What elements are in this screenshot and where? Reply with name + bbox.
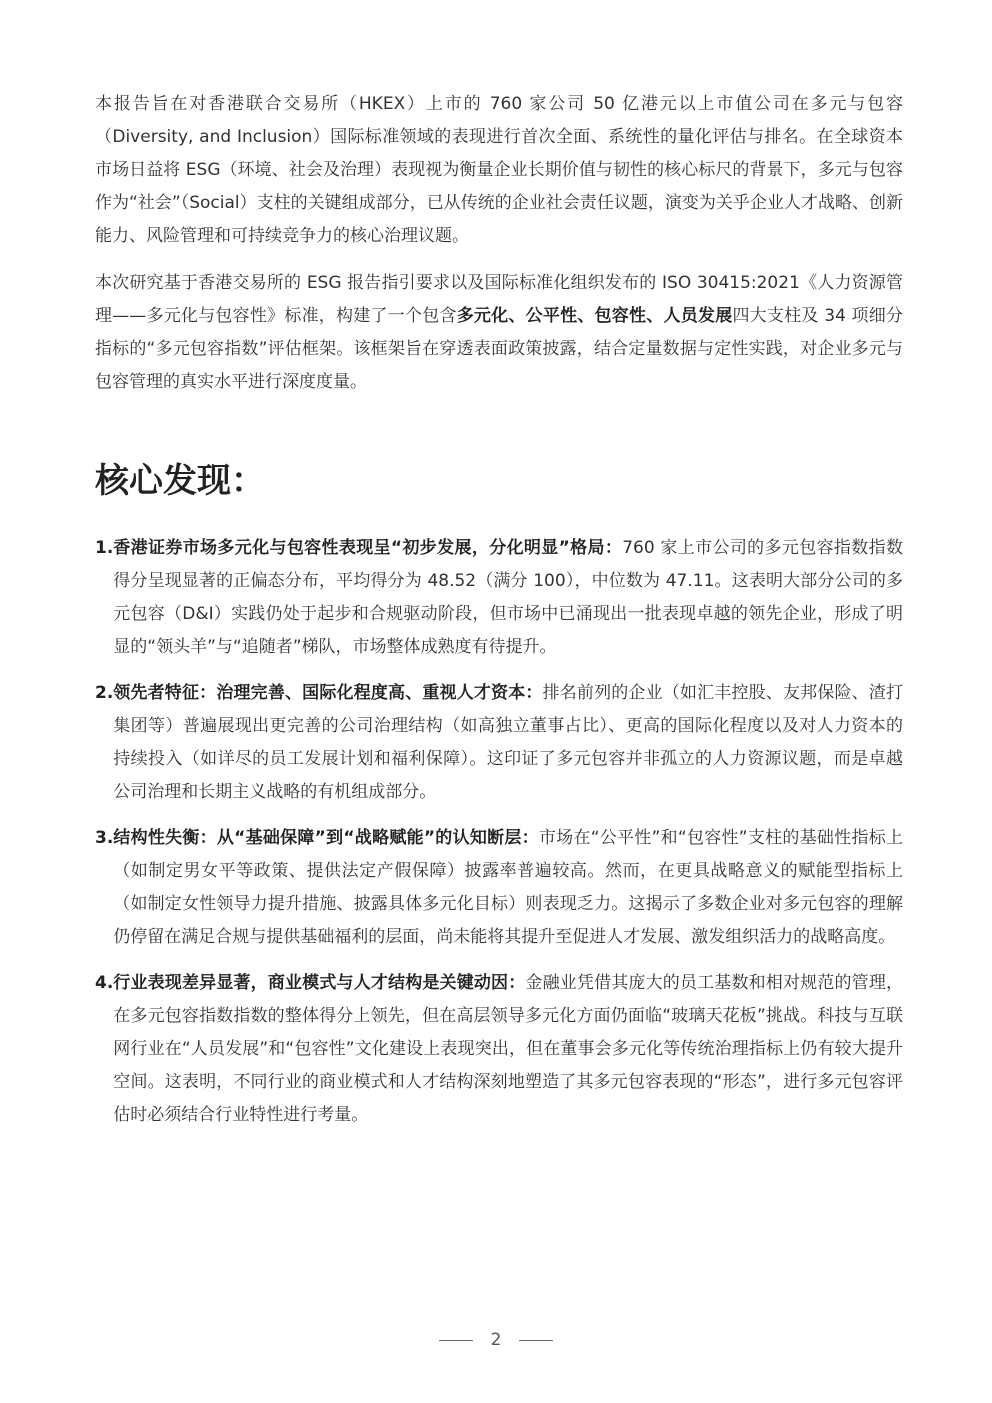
finding-text: 市场在“公平性”和“包容性”支柱的基础性指标上（如制定男女平等政策、提供法定产假保障）披露率普遍较高。然而，在更具战略意义的赋能型指标上（如制定女性领导力提升措施、披露具体多元化目标）则表现乏力。这揭示了多数企业对多元包容的理解仍停留在满足合规与提供基础福利的层面，尚未能将其提升至促进人才发展、激发组织活力的战略高度。 [113, 827, 903, 947]
finding-text: 760 家上市公司的多元包容指数指数得分呈现显著的正偏态分布，平均得分为 48.52（满分 100），中位数为 47.11。这表明大部分公司的多元包容（D&I）实践仍处于起步和合规驱动阶段，但市场中已涌现出一批表现卓越的领先企业，形成了明显的“领头羊”与“追随者”梯队，市场整体成熟度有待提升。 [113, 537, 903, 657]
intro-text-2-before: 本次研究基于香港交易所的 ESG 报告指引要求以及国际标准化组织发布的 ISO 30415:2021《人力资源管理——多元化与包容性》标准，构建了一个包含 [95, 273, 903, 326]
finding-body [113, 967, 903, 1132]
findings-list [95, 532, 903, 1132]
finding-lead: 行业表现差异显著，商业模式与人才结构是关键动因： [113, 972, 526, 993]
footer-rule-right [519, 1340, 553, 1341]
finding-number: 4. [95, 972, 114, 993]
finding-item-3 [95, 822, 903, 954]
finding-number: 3. [95, 827, 114, 848]
finding-item-2 [95, 677, 903, 809]
finding-item-1 [95, 532, 903, 664]
finding-body [113, 677, 903, 809]
page-footer [0, 1330, 992, 1350]
finding-lead: 领先者特征：治理完善、国际化程度高、重视人才资本： [113, 682, 543, 703]
finding-text: 排名前列的企业（如汇丰控股、友邦保险、渣打集团等）普遍展现出更完善的公司治理结构（如高独立董事占比）、更高的国际化程度以及对人力资本的持续投入（如详尽的员工发展计划和福利保障）。这印证了多元包容并非孤立的人力资源议题，而是卓越公司治理和长期主义战略的有机组成部分。 [113, 682, 904, 802]
intro-text-2-bold: 多元化、公平性、包容性、人员发展 [456, 306, 733, 326]
finding-body [113, 532, 903, 664]
finding-lead: 香港证券市场多元化与包容性表现呈“初步发展，分化明显”格局： [113, 537, 623, 558]
finding-number: 1. [95, 537, 114, 558]
finding-body [113, 822, 903, 954]
finding-lead: 结构性失衡：从“基础保障”到“战略赋能”的认知断层： [113, 827, 539, 848]
document-body [95, 88, 903, 1145]
intro-paragraph-2 [95, 267, 903, 399]
intro-text-1: 本报告旨在对香港联合交易所（HKEX）上市的 760 家公司 50 亿港元以上市值公司在多元与包容（Diversity, and Inclusion）国际标准领域的表现进行首次全面、系统性的量化评估与排名。在全球资本市场日益将 ESG（环境、社会及治理）表现视为衡量企业长期价值与韧性的核心标尺的背景下，多元与包容作为“社会”（Social）支柱的关键组成部分，已从传统的企业社会责任议题，演变为关乎企业人才战略、创新能力、风险管理和可持续竞争力的核心治理议题。 [95, 94, 903, 246]
page-number: 2 [490, 1330, 502, 1350]
intro-text-2-after: 四大支柱及 34 项细分指标的“多元包容指数”评估框架。该框架旨在穿透表面政策披露，结合定量数据与定性实践，对企业多元与包容管理的真实水平进行深度度量。 [95, 306, 903, 392]
intro-paragraph-1 [95, 88, 903, 253]
footer-rule-left [439, 1340, 473, 1341]
finding-item-4 [95, 967, 903, 1132]
finding-number: 2. [95, 682, 114, 703]
section-title: 核心发现： [95, 461, 265, 501]
finding-text: 金融业凭借其庞大的员工基数和相对规范的管理，在多元包容指数指数的整体得分上领先，但在高层领导多元化方面仍面临“玻璃天花板”挑战。科技与互联网行业在“人员发展”和“包容性”文化建设上表现突出，但在董事会多元化等传统治理指标上仍有较大提升空间。这表明，不同行业的商业模式和人才结构深刻地塑造了其多元包容表现的“形态”，进行多元包容评估时必须结合行业特性进行考量。 [113, 972, 904, 1125]
